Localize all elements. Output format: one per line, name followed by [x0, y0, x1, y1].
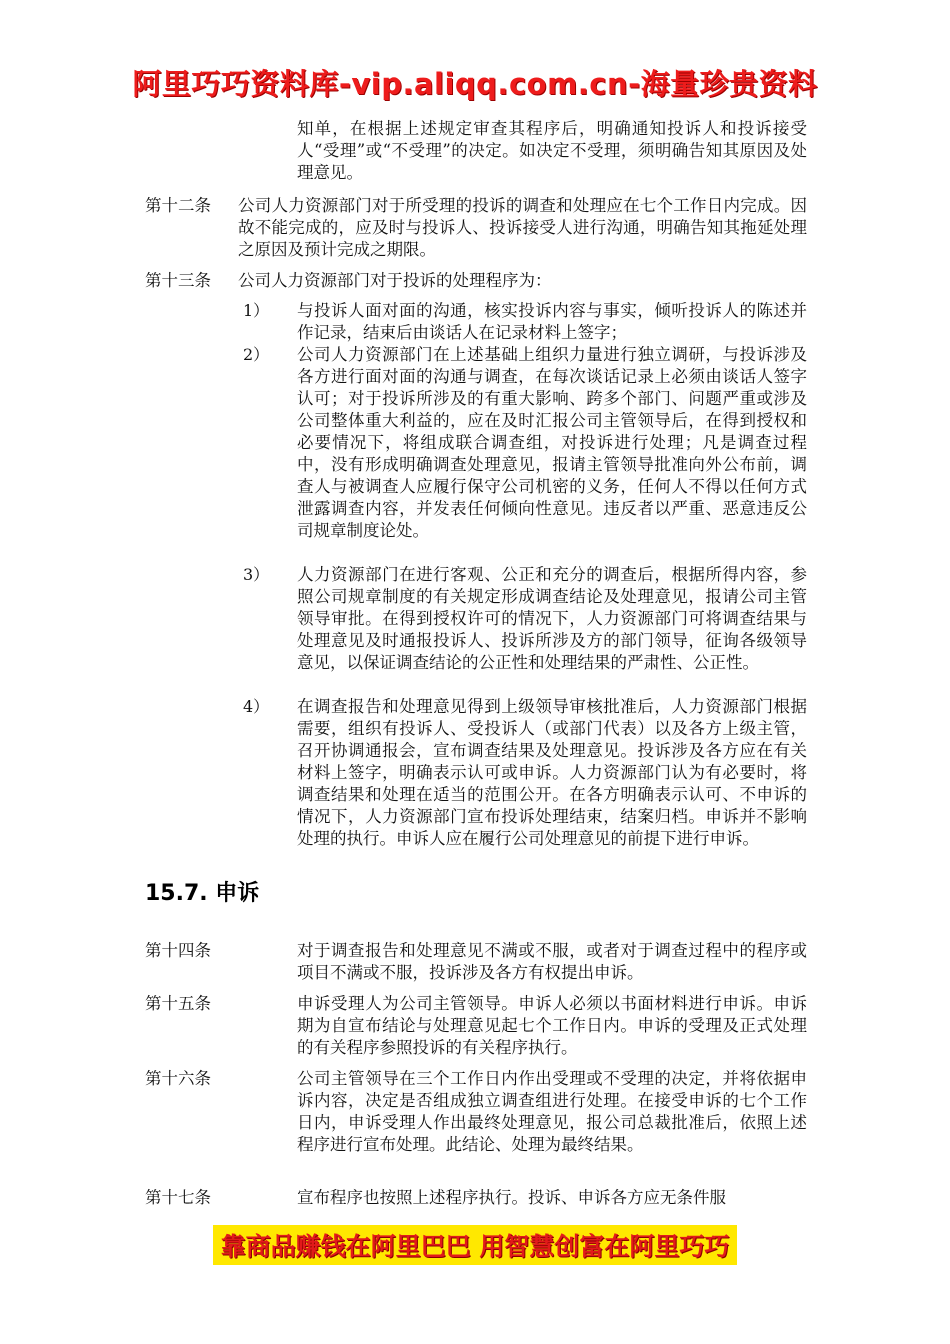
header-banner: 阿里巧巧资料库-vip.aliqq.com.cn-海量珍贵资料: [132, 67, 818, 101]
article-16-label: 第十六条: [145, 1069, 211, 1088]
article-12-label: 第十二条: [145, 196, 211, 215]
article-15-label: 第十五条: [145, 994, 211, 1013]
article-13-text: 公司人力资源部门对于投诉的处理程序为：: [238, 271, 552, 290]
article-12-text: 公司人力资源部门对于所受理的投诉的调查和处理应在七个工作日内完成。因故不能完成的，应及时与投诉人、投诉接受人进行沟通，明确告知其拖延处理之原因及预计完成之期限。: [238, 196, 807, 259]
list-item-number: 1）: [243, 301, 270, 320]
article-17-label: 第十七条: [145, 1188, 211, 1207]
list-item: 人力资源部门在进行客观、公正和充分的调查后，根据所得内容，参照公司规章制度的有关规定形成调查结论及处理意见，报请公司主管领导审批。在得到授权许可的情况下，人力资源部门可将调查结果与处理意见及时通报投诉人、投诉所涉及方的部门领导，征询各级领导意见，以保证调查结论的公正性和处理结果的严肃性、公正性。: [297, 565, 807, 672]
list-item-number: 2）: [243, 345, 270, 364]
article-14-text: 对于调查报告和处理意见不满或不服，或者对于调查过程中的程序或项目不满或不服，投诉涉及各方有权提出申诉。: [297, 941, 807, 982]
list-item: 公司人力资源部门在上述基础上组织力量进行独立调研，与投诉涉及各方进行面对面的沟通与调查，在每次谈话记录上必须由谈话人签字认可；对于投诉所涉及的有重大影响、跨多个部门、问题严重或涉及公司整体重大利益的，应在及时汇报公司主管领导后，在得到授权和必要情况下，将组成联合调查组，对投诉进行处理；凡是调查过程中，没有形成明确调查处理意见，报请主管领导批准向外公布前，调查人与被调查人应履行保守公司机密的义务，任何人不得以任何方式泄露调查内容，并发表任何倾向性意见。违反者以严重、恶意违反公司规章制度论处。: [297, 345, 807, 540]
list-item: 与投诉人面对面的沟通，核实投诉内容与事实，倾听投诉人的陈述并作记录，结束后由谈话人在记录材料上签字；: [297, 301, 807, 342]
list-item-number: 3）: [243, 565, 270, 584]
article-14-label: 第十四条: [145, 941, 211, 960]
article-17-text: 宣布程序也按照上述程序执行。投诉、申诉各方应无条件服: [297, 1188, 726, 1207]
section-heading: 15.7. 申诉: [145, 881, 260, 906]
footer-banner-text: 靠商品赚钱在阿里巴巴 用智慧创富在阿里巧巧: [213, 1225, 738, 1265]
article-13-label: 第十三条: [145, 271, 211, 290]
article-16-text: 公司主管领导在三个工作日内作出受理或不受理的决定，并将依据申诉内容，决定是否组成独立调查组进行处理。在接受申诉的七个工作日内，申诉受理人作出最终处理意见，报公司总裁批准后，依照上述程序进行宣布处理。此结论、处理为最终结果。: [297, 1069, 807, 1154]
list-item-number: 4）: [243, 697, 270, 716]
article-15-text: 申诉受理人为公司主管领导。申诉人必须以书面材料进行申诉。申诉期为自宣布结论与处理意见起七个工作日内。申诉的受理及正式处理的有关程序参照投诉的有关程序执行。: [297, 994, 807, 1057]
footer-banner: [0, 1225, 950, 1265]
list-item: 在调查报告和处理意见得到上级领导审核批准后，人力资源部门根据需要，组织有投诉人、受投诉人（或部门代表）以及各方上级主管，召开协调通报会，宣布调查结果及处理意见。投诉涉及各方应在有关材料上签字，明确表示认可或申诉。人力资源部门认为有必要时，将调查结果和处理在适当的范围公开。在各方明确表示认可、不申诉的情况下，人力资源部门宣布投诉处理结束，结案归档。申诉并不影响处理的执行。申诉人应在履行公司处理意见的前提下进行申诉。: [297, 697, 807, 848]
continuation-paragraph: 知单，在根据上述规定审查其程序后，明确通知投诉人和投诉接受人“受理”或“不受理”的决定。如决定不受理，须明确告知其原因及处理意见。: [297, 119, 807, 182]
